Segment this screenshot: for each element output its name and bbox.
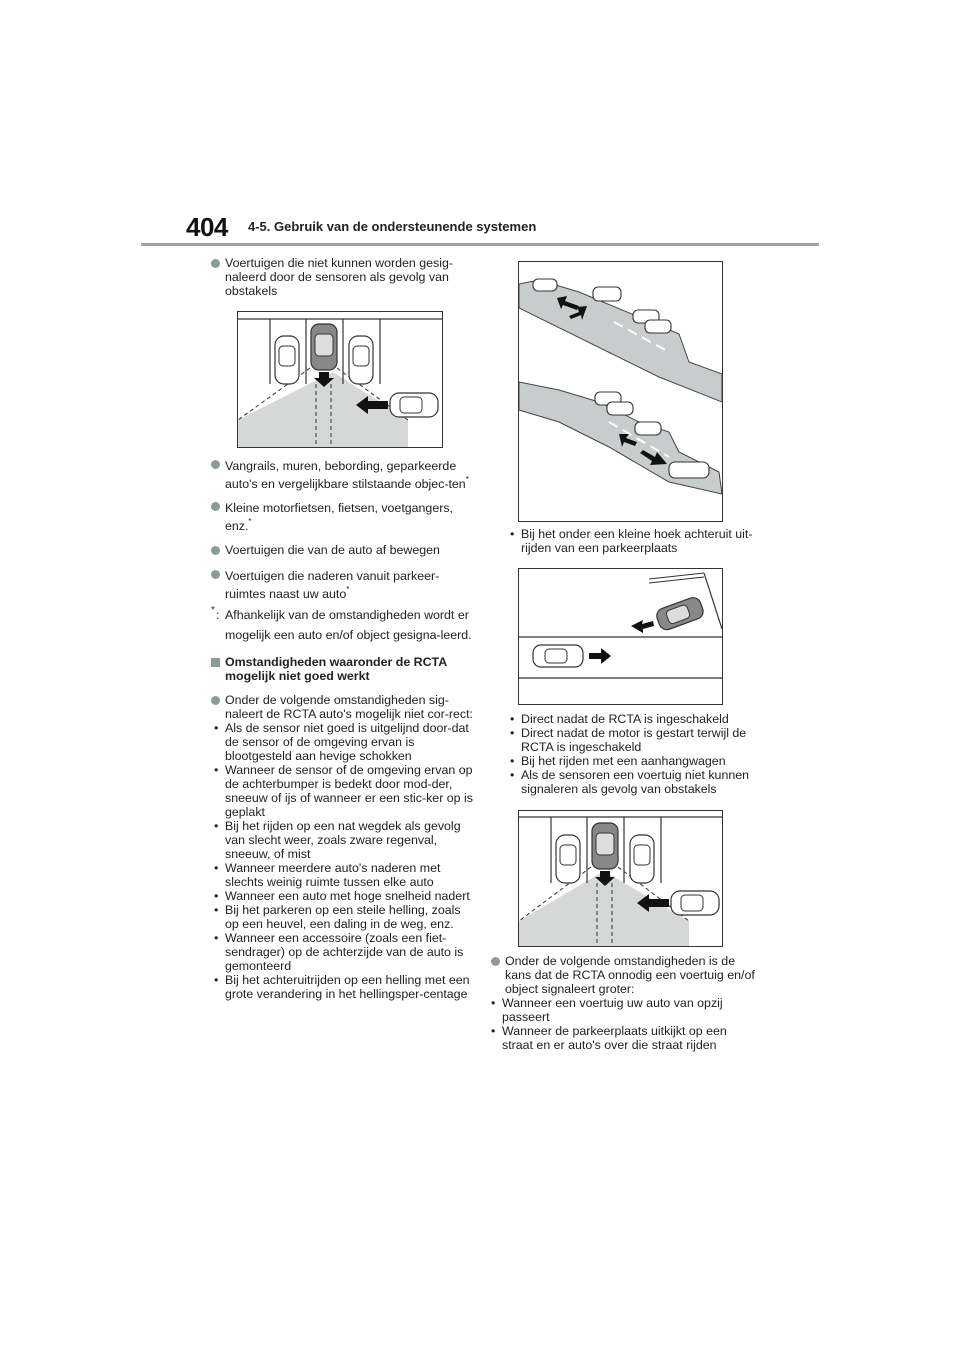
exiting-car-icon [655,595,706,631]
list-item: • Als de sensoren een voertuig niet kunnen signaleren als gevolg van obstakels [507,768,767,796]
own-car-icon [592,823,618,869]
list-item: • Wanneer een accessoire (zoals een fiet-sendrager) op de achterzijde van de auto is gemonteerd [211,931,473,973]
slope-svg [519,262,722,521]
bullet-adjacent-spaces: Voertuigen die naderen vanuit parkeer-ruimtes naast uw auto* [211,567,473,603]
figure-parking-obstacles [237,311,443,448]
car-icon [533,279,557,291]
car-icon [645,320,671,333]
parked-car-right-icon [630,835,654,883]
figure-slope [518,261,723,522]
bullet-rcta-intro: Onder de volgende omstandigheden sig-naleert de RCTA auto's mogelijk niet cor-rect: [211,693,473,721]
footnote: * : Afhankelijk van de omstandigheden wordt er mogelijk een auto en/of object gesigna-leerd. [211,605,472,642]
list-item: • Wanneer de sensor of de omgeving ervan op de achterbumper is bedekt door mod-der, sneeuw of ijs of wanneer er een stic-ker op is geplakt [211,763,473,819]
arrow-icon [631,620,654,633]
own-car-icon [311,324,337,370]
bullet-small-objects: Kleine motorfietsen, fietsen, voetgangers, enz.* [211,499,473,535]
parked-car-left-icon [275,336,299,384]
parked-car-right-icon [349,336,373,384]
right-list-b [507,712,767,796]
list-item: • Als de sensor niet goed is uitgelijnd door-dat de sensor of de omgeving ervan is blootgesteld aan hevige schokken [211,721,473,763]
section-title: 4-5. Gebruik van de ondersteunende systemen [248,219,537,234]
bullet-moving-away: Voertuigen die van de auto af bewegen [211,543,473,557]
list-item: • Wanneer een auto met hoge snelheid nadert [211,889,473,903]
figure-parking-obstacles-2 [518,810,723,947]
right-bullet-unnecessary [491,954,761,1052]
list-item: • Bij het achteruitrijden op een helling met een grote verandering in het hellingsper-centage [211,973,473,1001]
list-item: • Wanneer een voertuig uw auto van opzij passeert [488,996,761,1024]
car-icon [635,422,661,435]
figure-angle-exit [518,568,723,705]
list-item: • Direct nadat de motor is gestart terwijl de RCTA is ingeschakeld [507,726,767,754]
bullet-stationary-objects: Vangrails, muren, bebording, geparkeerde auto's en vergelijkbare stilstaande objec-ten* [211,457,473,493]
right-list-c [488,996,761,1052]
list-item: • Direct nadat de RCTA is ingeschakeld [507,712,767,726]
car-icon [593,287,621,301]
bullet-obstacles: Voertuigen die niet kunnen worden gesig-naleerd door de sensoren als gevolg van obstakels [211,256,473,298]
parking-obstacles-2-svg [519,811,722,946]
page-number: 404 [186,212,228,242]
list-item: • Bij het rijden met een aanhangwagen [507,754,767,768]
passing-car-icon [533,645,583,667]
approaching-car-icon [390,393,438,417]
angle-exit-svg [519,569,722,704]
list-item: • Wanneer meerdere auto's naderen met slechts weinig ruimte tussen elke auto [211,861,473,889]
left-bullet-obstacles [211,256,473,298]
bullet-unnecessary-detection: Onder de volgende omstandigheden is de kans dat de RCTA onnodig een voertuig en/of object signaleert groter: [491,954,761,996]
heading-rcta-limitations: Omstandigheden waaronder de RCTA mogelijk niet goed werkt [211,655,473,683]
parked-car-left-icon [556,835,580,883]
right-item-angle [507,527,757,555]
list-item: • Bij het parkeren op een steile helling, zoals op een heuvel, een daling in de weg, enz. [211,903,473,931]
list-item: • Bij het rijden op een nat wegdek als gevolg van slecht weer, zoals zware regenval, sneeuw, of mist [211,819,473,861]
arrow-icon [589,648,611,664]
left-bullets-group [211,457,473,1001]
list-item: • Wanneer de parkeerplaats uitkijkt op een straat en er auto's over die straat rijden [488,1024,761,1052]
header-rule [141,243,819,246]
approaching-car-icon [671,891,719,915]
list-item: • Bij het onder een kleine hoek achteruit uit-rijden van een parkeerplaats [507,527,757,555]
car-icon [607,402,633,415]
parking-obstacles-svg [238,312,442,447]
car-icon [669,462,709,478]
